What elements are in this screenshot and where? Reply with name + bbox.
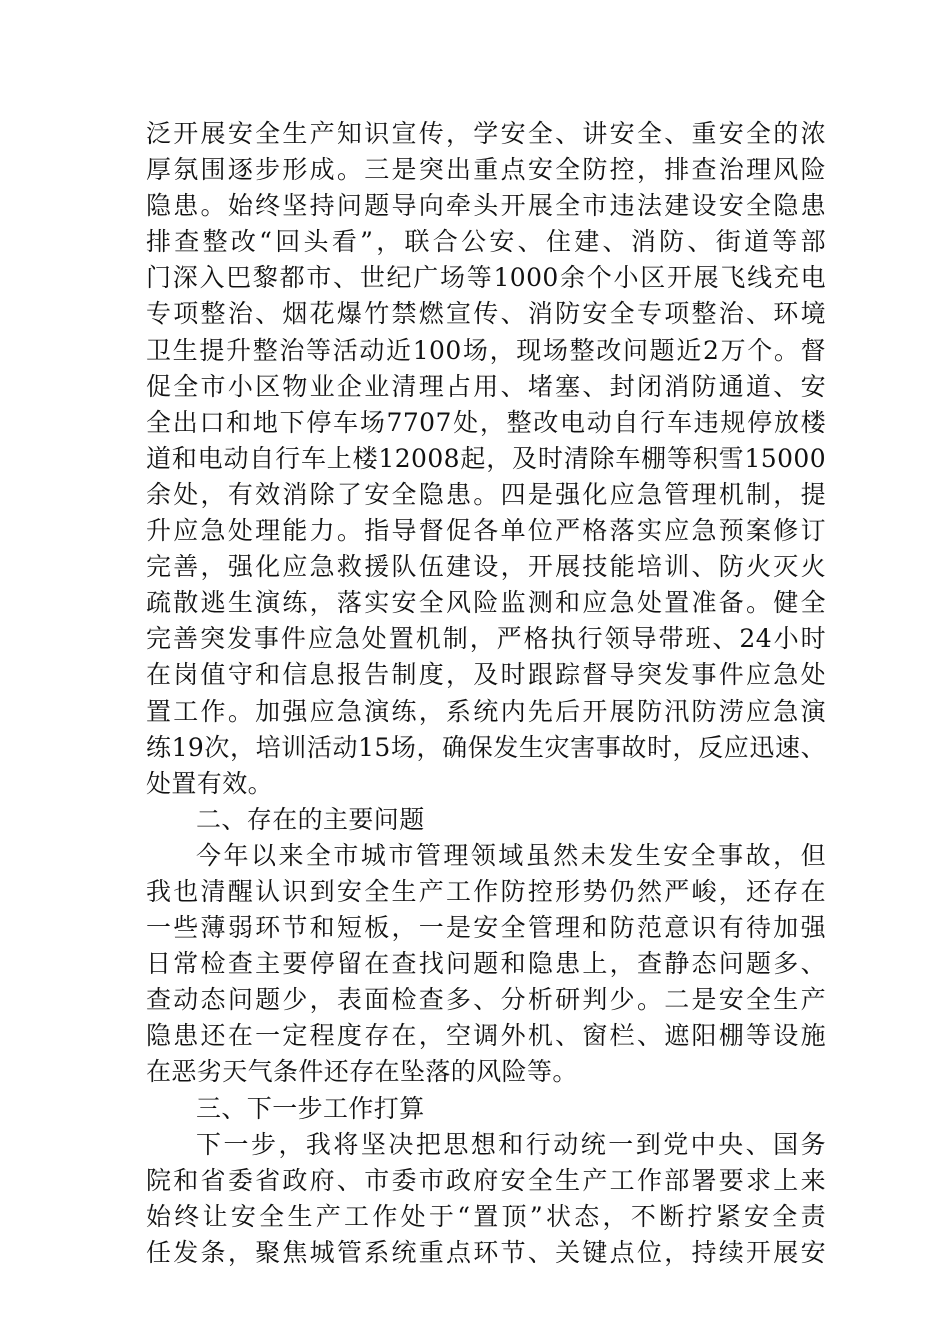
section-heading: 二、存在的主要问题 [196, 804, 425, 834]
text-line: 完善突发事件应急处置机制，严格执行领导带班、24小时 [146, 624, 826, 654]
text-line: 卫生提升整治等活动近100场，现场整改问题近2万个。督 [146, 335, 826, 365]
text-line: 道和电动自行车上楼12008起，及时清除车棚等积雪15000 [146, 443, 826, 473]
text-line: 在恶劣天气条件还存在坠落的风险等。 [146, 1057, 578, 1087]
text-line: 练19次，培训活动15场，确保发生灾害事故时，反应迅速、 [146, 732, 826, 762]
text-line: 完善，强化应急救援队伍建设，开展技能培训、防火灭火 [146, 552, 826, 582]
text-line: 厚氛围逐步形成。三是突出重点安全防控，排查治理风险 [146, 155, 826, 185]
text-line: 下一步，我将坚决把思想和行动统一到党中央、国务 [196, 1129, 826, 1159]
text-line: 隐患还在一定程度存在，空调外机、窗栏、遮阳棚等设施 [146, 1021, 826, 1051]
text-line: 促全市小区物业企业清理占用、堵塞、封闭消防通道、安 [146, 371, 826, 401]
section-heading: 三、下一步工作打算 [196, 1093, 425, 1123]
text-line: 我也清醒认识到安全生产工作防控形势仍然严峻，还存在 [146, 876, 826, 906]
text-line: 排查整改“回头看”，联合公安、住建、消防、街道等部 [146, 227, 826, 257]
text-line: 置工作。加强应急演练，系统内先后开展防汛防涝应急演 [146, 696, 826, 726]
text-line: 查动态问题少，表面检查多、分析研判少。二是安全生产 [146, 985, 826, 1015]
text-line: 今年以来全市城市管理领域虽然未发生安全事故，但 [196, 840, 826, 870]
text-line: 专项整治、烟花爆竹禁燃宣传、消防安全专项整治、环境 [146, 299, 826, 329]
text-line: 泛开展安全生产知识宣传，学安全、讲安全、重安全的浓 [146, 119, 826, 148]
text-line: 日常检查主要停留在查找问题和隐患上，查静态问题多、 [146, 949, 826, 979]
text-line: 隐患。始终坚持问题导向牵头开展全市违法建设安全隐患 [146, 191, 826, 221]
text-line: 全出口和地下停车场7707处，整改电动自行车违规停放楼 [146, 407, 826, 437]
text-line: 院和省委省政府、市委市政府安全生产工作部署要求上来 [146, 1165, 826, 1195]
text-line: 一些薄弱环节和短板，一是安全管理和防范意识有待加强 [146, 913, 826, 943]
text-line: 始终让安全生产工作处于“置顶”状态，不断拧紧安全责 [146, 1201, 826, 1231]
text-line: 在岗值守和信息报告制度，及时跟踪督导突发事件应急处 [146, 660, 826, 690]
text-line: 疏散逃生演练，落实安全风险监测和应急处置准备。健全 [146, 588, 826, 618]
text-line: 余处，有效消除了安全隐患。四是强化应急管理机制，提 [146, 479, 826, 509]
text-line: 处置有效。 [146, 768, 274, 798]
text-line: 任发条，聚焦城管系统重点环节、关键点位，持续开展安 [146, 1237, 826, 1267]
text-line: 升应急处理能力。指导督促各单位严格落实应急预案修订 [146, 516, 826, 546]
document-body [146, 116, 826, 1271]
text-line: 门深入巴黎都市、世纪广场等1000余个小区开展飞线充电 [146, 263, 826, 293]
